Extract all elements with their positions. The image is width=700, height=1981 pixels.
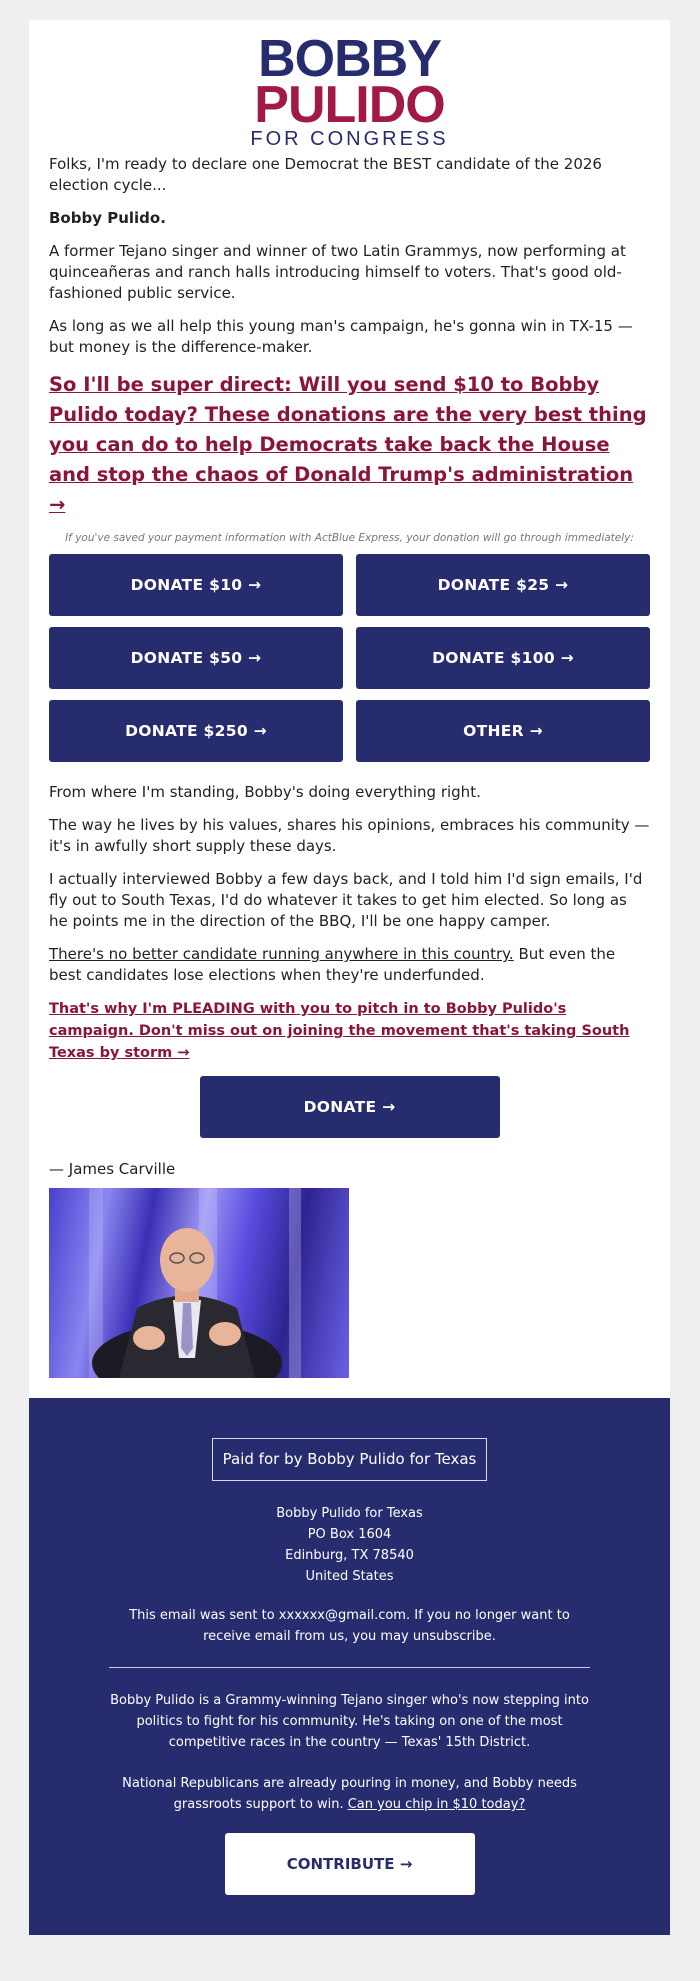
values-paragraph: The way he lives by his values, shares his opinions, embraces his community — it's in awfully short supply these days.	[49, 816, 650, 855]
campaign-logo	[29, 20, 670, 150]
pleading-link[interactable]: That's why I'm PLEADING with you to pitch in to Bobby Pulido's campaign. Don't miss out on joining the movement that's taking South Texas by storm →	[49, 1001, 630, 1061]
donate-250-button[interactable]: DONATE $250 →	[49, 700, 343, 762]
address-line: Bobby Pulido for Texas	[276, 1506, 423, 1521]
contribute-button[interactable]: CONTRIBUTE →	[225, 1833, 475, 1895]
footer-cta	[109, 1773, 590, 1815]
candidate-name: Bobby Pulido.	[49, 209, 166, 227]
footer-divider	[109, 1667, 590, 1668]
donate-50-button[interactable]: DONATE $50 →	[49, 627, 343, 689]
portrait-illustration	[49, 1188, 349, 1378]
james-carville-photo	[49, 1188, 349, 1378]
chip-in-link[interactable]: Can you chip in $10 today?	[347, 1797, 526, 1812]
intro-paragraph: Folks, I'm ready to declare one Democrat the BEST candidate of the 2026 election cycle...	[49, 155, 602, 194]
address-line: Edinburg, TX 78540	[285, 1548, 414, 1563]
logo-line-bobby: BOBBY	[258, 30, 441, 88]
logo-line-congress: FOR CONGRESS	[250, 128, 449, 150]
donate-25-button[interactable]: DONATE $25 →	[356, 554, 650, 616]
bio-paragraph: A former Tejano singer and winner of two Latin Grammys, now performing at quinceañeras and ranch halls introducing himself to voters. That's good old-fashioned public service.	[49, 242, 626, 302]
donate-other-button[interactable]: OTHER →	[356, 700, 650, 762]
donate-button[interactable]: DONATE →	[200, 1076, 500, 1138]
email-footer	[29, 1398, 670, 1935]
paid-for-disclaimer: Paid for by Bobby Pulido for Texas	[212, 1438, 488, 1481]
candidate-about: Bobby Pulido is a Grammy-winning Tejano singer who's now stepping into politics to fight for his community. He's taking on one of the most competitive races in the country — Texas' 15th District.	[110, 1693, 589, 1750]
logo-line-pulido: PULIDO	[254, 76, 445, 134]
money-paragraph: As long as we all help this young man's campaign, he's gonna win in TX-15 — but money is the difference-maker.	[49, 317, 633, 356]
email-card	[29, 20, 670, 1935]
address-line: United States	[305, 1569, 394, 1584]
donate-button-grid	[49, 554, 650, 762]
standing-paragraph: From where I'm standing, Bobby's doing everything right.	[49, 783, 481, 801]
best-candidate-link[interactable]: There's no better candidate running anywhere in this country.	[49, 945, 514, 963]
footer-cta-text: National Republicans are already pouring in money, and Bobby needs grassroots support to win.	[122, 1776, 577, 1812]
email-body	[29, 154, 670, 1378]
mailing-address	[49, 1503, 650, 1587]
actblue-note: If you've saved your payment information with ActBlue Express, your donation will go through immediately:	[65, 532, 634, 544]
unsubscribe-note: This email was sent to xxxxxx@gmail.com. If you no longer want to receive email from us, you may unsubscribe.	[129, 1608, 570, 1644]
donate-button-wrap	[49, 1076, 650, 1138]
address-line: PO Box 1604	[307, 1527, 392, 1542]
best-candidate-rest: But even the best candidates lose elections when they're underfunded.	[49, 945, 616, 984]
best-candidate-paragraph	[49, 944, 650, 986]
signature: — James Carville	[49, 1160, 176, 1178]
donation-ask-link[interactable]: So I'll be super direct: Will you send $10 to Bobby Pulido today? These donations are the very best thing you can do to help Democrats take back the House and stop the chaos of Donald Trump's administration →	[49, 373, 647, 516]
donate-10-button[interactable]: DONATE $10 →	[49, 554, 343, 616]
interview-paragraph: I actually interviewed Bobby a few days back, and I told him I'd sign emails, I'd fly out to South Texas, I'd do whatever it takes to get him elected. So long as he points me in the direction of the BBQ, I'll be one happy camper.	[49, 870, 643, 930]
donate-100-button[interactable]: DONATE $100 →	[356, 627, 650, 689]
